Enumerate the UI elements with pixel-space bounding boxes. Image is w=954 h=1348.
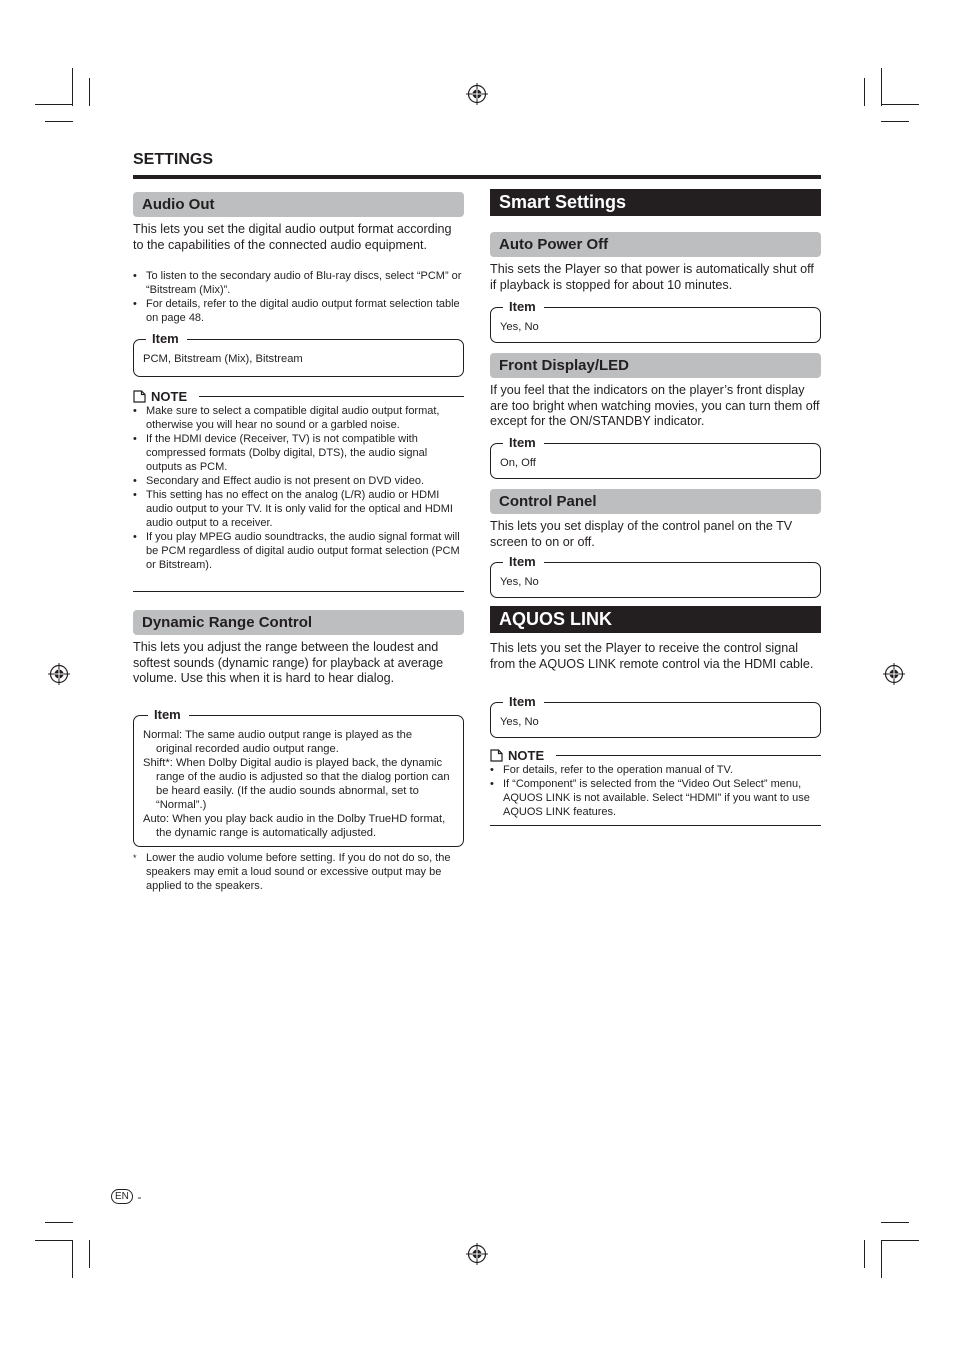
section-heading: SETTINGS	[133, 151, 214, 168]
dynamic-range-heading: Dynamic Range Control	[133, 610, 464, 635]
list-item: • Make sure to select a compatible digital audio output format, otherwise you will hear no sound or a garbled noise.	[133, 404, 464, 432]
list-item: Shift*: When Dolby Digital audio is played back, the dynamic range of the audio is adjusted so that the dialog portion can be heard easily. (If the audio sounds abnormal, set to “Normal”.)	[143, 757, 450, 811]
note-heading	[133, 389, 464, 405]
audio-out-intro: This lets you set the digital audio output format according to the capabilities of the connected audio equipment.	[133, 222, 452, 252]
registration-mark-icon	[466, 1243, 488, 1265]
audio-out-bullets	[133, 269, 464, 325]
auto-power-off-heading: Auto Power Off	[490, 232, 821, 257]
control-panel-heading: Control Panel	[490, 489, 821, 514]
note-end-rule	[490, 825, 821, 826]
list-item: • Secondary and Effect audio is not present on DVD video.	[133, 474, 464, 488]
crop-mark	[89, 1240, 90, 1268]
note-label: NOTE	[508, 748, 545, 763]
note-label: NOTE	[151, 389, 188, 404]
item-label: Item	[146, 331, 187, 347]
crop-mark	[35, 104, 73, 105]
crop-mark	[881, 104, 919, 105]
control-panel-intro: This lets you set display of the control panel on the TV screen to on or off.	[490, 519, 793, 549]
aquos-link-heading: AQUOS LINK	[490, 606, 821, 633]
control-panel-item-box	[490, 554, 821, 598]
front-display-item-box	[490, 435, 821, 479]
audio-out-item-box	[133, 331, 464, 377]
note-heading	[490, 748, 821, 764]
list-item: • If “Component” is selected from the “Video Out Select” menu, AQUOS LINK is not available. Select “HDMI” if you want to use AQUOS LINK features.	[490, 777, 821, 819]
list-item: • To listen to the secondary audio of Blu-ray discs, select “PCM” or “Bitstream (Mix)”.	[133, 269, 464, 297]
item-values: Yes, No	[500, 576, 539, 588]
item-values: Yes, No	[500, 321, 539, 333]
auto-power-off-item-box	[490, 299, 821, 343]
item-values: PCM, Bitstream (Mix), Bitstream	[143, 353, 303, 365]
aquos-link-item-box	[490, 694, 821, 738]
item-label: Item	[148, 707, 189, 723]
item-label: Item	[503, 554, 544, 570]
crop-mark	[881, 1240, 882, 1278]
header-rule	[133, 175, 821, 179]
list-item: • For details, refer to the digital audio output format selection table on page 48.	[133, 297, 464, 325]
dynamic-range-item-box	[133, 707, 464, 847]
page-number: -	[137, 1189, 142, 1204]
list-item: • This setting has no effect on the analog (L/R) audio or HDMI audio output to your TV. It is only valid for the optical and HDMI audio output to a receiver.	[133, 488, 464, 530]
list-item: Normal: The same audio output range is played as the original recorded audio output range.	[143, 729, 413, 755]
footnote	[133, 851, 464, 893]
crop-mark	[45, 121, 73, 122]
footnote-text: Lower the audio volume before setting. If you do not do so, the speakers may emit a loud sound or excessive output may be applied to the speakers.	[146, 852, 451, 892]
note-rule	[199, 396, 464, 397]
smart-settings-heading: Smart Settings	[490, 189, 821, 216]
crop-mark	[35, 1240, 73, 1241]
audio-out-heading: Audio Out	[133, 192, 464, 217]
crop-mark	[881, 121, 909, 122]
dynamic-range-intro: This lets you adjust the range between the loudest and softest sounds (dynamic range) for playback at average volume. Use this when it is hard to hear dialog.	[133, 640, 444, 686]
note-icon	[490, 749, 503, 762]
crop-mark	[881, 1240, 919, 1241]
page-footer	[111, 1188, 141, 1204]
crop-mark	[72, 68, 73, 106]
item-values: Yes, No	[500, 716, 539, 728]
note-bullets	[133, 404, 464, 572]
list-item: • For details, refer to the operation manual of TV.	[490, 763, 821, 777]
crop-mark	[45, 1222, 73, 1223]
crop-mark	[881, 1222, 909, 1223]
note-icon	[133, 390, 146, 403]
registration-mark-icon	[48, 663, 70, 685]
list-item: • If the HDMI device (Receiver, TV) is not compatible with compressed formats (Dolby digital, DTS), the audio signal outputs as PCM.	[133, 432, 464, 474]
note-end-rule	[133, 591, 464, 592]
front-display-intro: If you feel that the indicators on the player’s front display are too bright when watching movies, you can turn them off except for the ON/STANDBY indicator.	[490, 383, 820, 429]
crop-mark	[864, 1240, 865, 1268]
item-label: Item	[503, 435, 544, 451]
list-item: • If you play MPEG audio soundtracks, the audio signal format will be PCM regardless of digital audio output format selection (PCM or Bitstream).	[133, 530, 464, 572]
crop-mark	[72, 1240, 73, 1278]
language-badge: EN	[111, 1189, 133, 1204]
registration-mark-icon	[466, 83, 488, 105]
footnote-mark: *	[133, 853, 137, 863]
item-label: Item	[503, 694, 544, 710]
crop-mark	[881, 68, 882, 106]
item-label: Item	[503, 299, 544, 315]
aquos-link-intro: This lets you set the Player to receive the control signal from the AQUOS LINK remote control via the HDMI cable.	[490, 641, 814, 671]
auto-power-off-intro: This sets the Player so that power is automatically shut off if playback is stopped for about 10 minutes.	[490, 262, 814, 292]
list-item: Auto: When you play back audio in the Dolby TrueHD format, the dynamic range is automatically adjusted.	[143, 813, 446, 839]
item-values: On, Off	[500, 457, 536, 469]
crop-mark	[89, 78, 90, 106]
registration-mark-icon	[883, 663, 905, 685]
crop-mark	[864, 78, 865, 106]
note-rule	[556, 755, 821, 756]
front-display-heading: Front Display/LED	[490, 353, 821, 378]
note-bullets	[490, 763, 821, 819]
item-values	[143, 728, 451, 840]
